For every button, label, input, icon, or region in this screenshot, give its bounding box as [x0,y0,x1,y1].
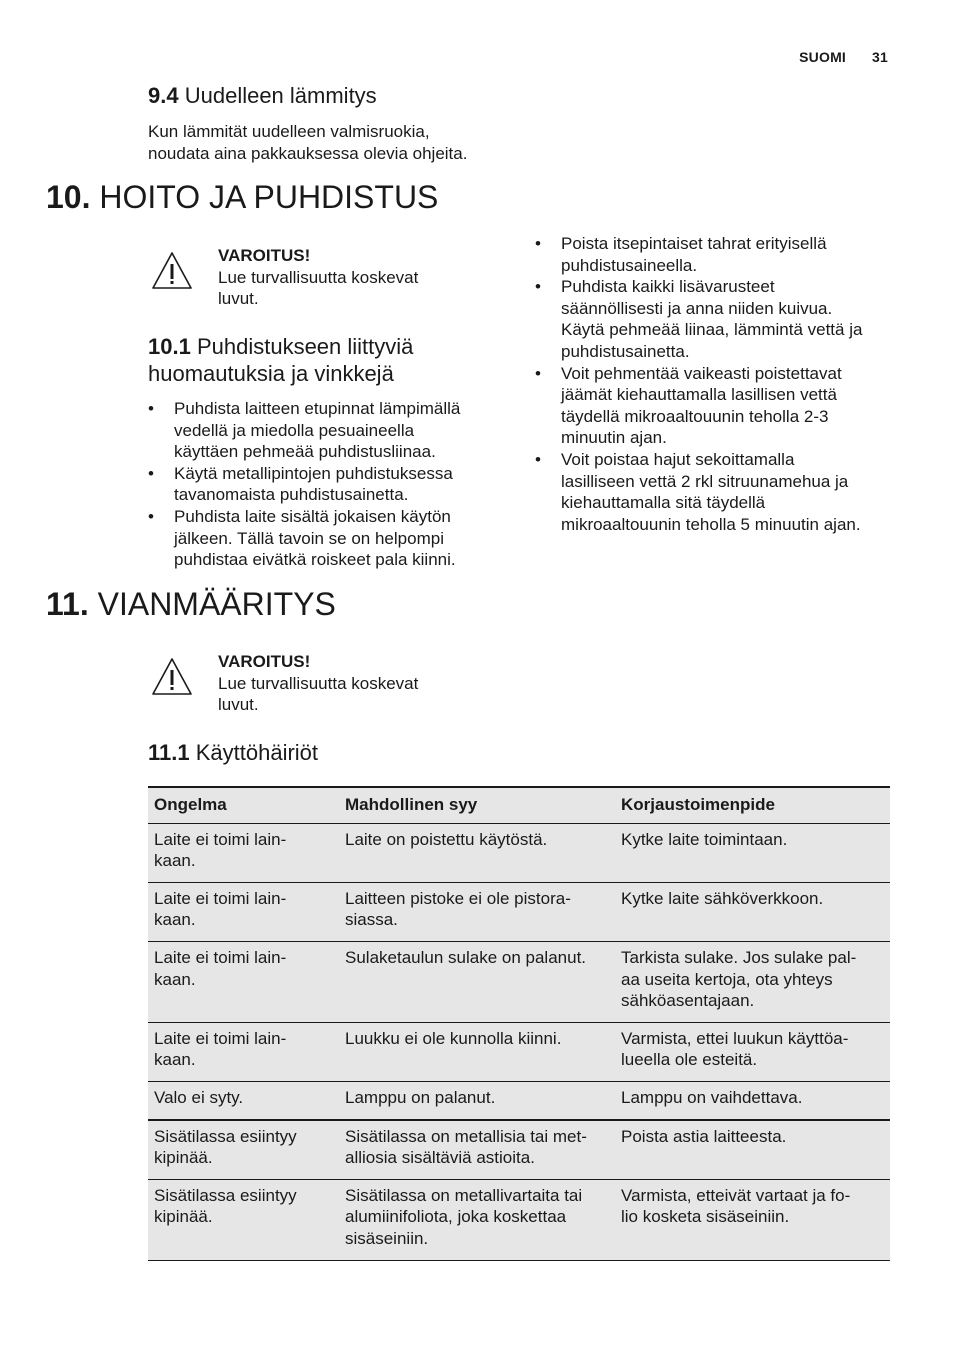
solution-cell [615,941,890,1022]
chapter-title: VIANMÄÄRITYS [97,586,336,622]
running-header [799,49,888,65]
text-line: jäämät kiehauttamalla lasillisen vettä [561,385,837,405]
text-line: Sisätilassa esiintyy [154,1185,297,1205]
table-row [148,1120,890,1180]
chapter-11-heading [46,586,336,622]
text-line: • Käytä metallipintojen puhdistuksessa [174,463,453,483]
text-line: Laite ei toimi lain- [154,829,287,849]
text-line: • Poista itsepintaiset tahrat erityisellä [561,234,827,253]
text-line: kaan. [154,910,196,930]
table-row [148,1022,890,1081]
text-line: alumiinifoliota, joka koskettaa [345,1207,567,1227]
text-line: lio kosketa sisäseiniin. [621,1207,790,1227]
table-row [148,882,890,941]
text-line: Laite on poistettu käytöstä. [345,829,548,849]
text-line: jälkeen. Tällä tavoin se on helpompi [174,528,444,548]
solution-cell [615,1120,890,1180]
problem-cell [148,823,339,882]
chapter-10-heading [46,179,438,215]
solution-cell [615,882,890,941]
text-line: Laitteen pistoke ei ole pistora- [345,888,571,908]
text-line: Sisätilassa on metallisia tai met- [345,1126,587,1146]
cause-cell [339,1179,615,1260]
warning-triangle-icon [150,250,194,292]
text-line: Varmista, etteivät vartaat ja fo- [621,1185,851,1205]
text-line: sähköasentajaan. [621,991,755,1011]
solution-cell [615,1022,890,1081]
text-line: • Voit pehmentää vaikeasti poistettavat [561,363,842,383]
header-language: SUOMI [799,49,847,65]
column-header: Mahdollinen syy [339,787,615,823]
warning-title: VAROITUS! [218,246,311,265]
text-line: puhdistusainetta. [561,341,690,361]
problem-cell [148,941,339,1022]
warning-box [150,245,418,310]
cleaning-tips-list-left [148,398,508,571]
text-line: kiehauttamalla sitä täydellä [561,493,766,513]
section-number: 9.4 [148,83,179,108]
text-line: • Puhdista kaikki lisävarusteet [561,277,775,297]
section-10-1-heading [148,333,413,387]
text-line: Sulaketaulun sulake on palanut. [345,947,587,967]
text-line: • Puhdista laite sisältä jokaisen käytön [174,506,451,526]
list-item [535,363,905,449]
column-header: Ongelma [148,787,339,823]
section-number: 10.1 [148,334,191,359]
cleaning-tips-list-right [535,233,905,535]
solution-cell [615,1081,890,1119]
section-number: 11.1 [148,740,190,765]
page-number: 31 [872,49,888,65]
cause-cell [339,823,615,882]
text-line: Laite ei toimi lain- [154,947,287,967]
problem-cell [148,882,339,941]
section-title: Käyttöhäiriöt [195,740,319,765]
text-line: sisäseiniin. [345,1228,429,1248]
text-line: kaan. [154,851,196,871]
cause-cell [339,941,615,1022]
text-line: Kytke laite toimintaan. [621,829,788,849]
text-line: • Voit poistaa hajut sekoittamalla [561,449,795,469]
text-line: puhdistaa eivätkä roiskeet pala kiinni. [174,550,456,570]
table-row [148,1081,890,1119]
text-line: Kun lämmität uudelleen valmisruokia, [148,122,430,141]
text-line: lasilliseen vettä 2 rkl sitruunamehua ja [561,471,849,491]
text-line: säännöllisesti ja anna niiden kuivua. [561,298,833,318]
text-line: käyttäen pehmeää puhdistusliinaa. [174,442,436,462]
text-line: aa useita kertoja, ota yhteys [621,969,833,989]
cause-cell [339,1022,615,1081]
text-line: lueella ole esteitä. [621,1050,758,1070]
solution-cell [615,823,890,882]
list-item [535,233,905,276]
warning-title: VAROITUS! [218,652,311,671]
table-row [148,823,890,882]
text-line: kaan. [154,1050,196,1070]
cause-cell [339,1081,615,1119]
section-11-1-heading [148,739,318,766]
text-line: Poista astia laitteesta. [621,1126,787,1146]
problem-cell [148,1120,339,1180]
table-row [148,941,890,1022]
text-line: kaan. [154,969,196,989]
text-line: alliosia sisältäviä astioita. [345,1148,535,1168]
list-item [148,506,508,571]
text-line: täydellä mikroaaltouunin teholla 2-3 [561,406,829,426]
warning-line: Lue turvallisuutta koskevat [218,673,419,693]
warning-box [150,651,418,716]
text-line: Valo ei syty. [154,1087,244,1107]
warning-triangle-icon [150,656,194,698]
column-header: Korjaustoimenpide [615,787,890,823]
text-line: puhdistusaineella. [561,255,698,275]
cause-cell [339,1120,615,1180]
problem-cell [148,1179,339,1260]
troubleshooting-table [148,786,890,1261]
text-line: mikroaaltouunin teholla 5 minuutin ajan. [561,514,861,534]
text-line: • Puhdista laitteen etupinnat lämpimällä [174,399,461,418]
warning-line: luvut. [218,695,259,715]
section-title-line: Puhdistukseen liittyviä [196,334,414,359]
text-line: Tarkista sulake. Jos sulake pal- [621,947,857,967]
section-9-4-text [148,121,467,164]
problem-cell [148,1022,339,1081]
text-line: Kytke laite sähköverkkoon. [621,888,824,908]
text-line: kipinää. [154,1148,213,1168]
text-line: Varmista, ettei luukun käyttöa- [621,1028,849,1048]
text-line: minuutin ajan. [561,428,667,448]
list-item [148,463,508,506]
text-line: kipinää. [154,1207,213,1227]
list-item [535,449,905,535]
text-line: Sisätilassa on metallivartaita tai [345,1185,583,1205]
text-line: Sisätilassa esiintyy [154,1126,297,1146]
solution-cell [615,1179,890,1260]
chapter-number: 11. [46,586,89,622]
chapter-title: HOITO JA PUHDISTUS [99,179,439,215]
text-line: Laite ei toimi lain- [154,1028,287,1048]
list-item [535,276,905,362]
warning-line: Lue turvallisuutta koskevat [218,267,419,287]
table-row [148,1179,890,1260]
section-title: Uudelleen lämmitys [184,83,377,108]
text-line: tavanomaista puhdistusainetta. [174,485,409,505]
text-line: Käytä pehmeää liinaa, lämmintä vettä ja [561,320,863,340]
text-line: Laite ei toimi lain- [154,888,287,908]
warning-line: luvut. [218,289,259,309]
cause-cell [339,882,615,941]
text-line: Luukku ei ole kunnolla kiinni. [345,1028,562,1048]
text-line: vedellä ja miedolla pesuaineella [174,420,415,440]
section-9-4-heading [148,82,377,109]
table-header-row [148,787,890,823]
text-line: siassa. [345,910,398,930]
chapter-number: 10. [46,179,91,215]
section-title-line: huomautuksia ja vinkkejä [148,361,394,386]
problem-cell [148,1081,339,1119]
text-line: noudata aina pakkauksessa olevia ohjeita. [148,143,468,163]
text-line: Lamppu on vaihdettava. [621,1087,803,1107]
list-item [148,398,508,463]
text-line: Lamppu on palanut. [345,1087,496,1107]
